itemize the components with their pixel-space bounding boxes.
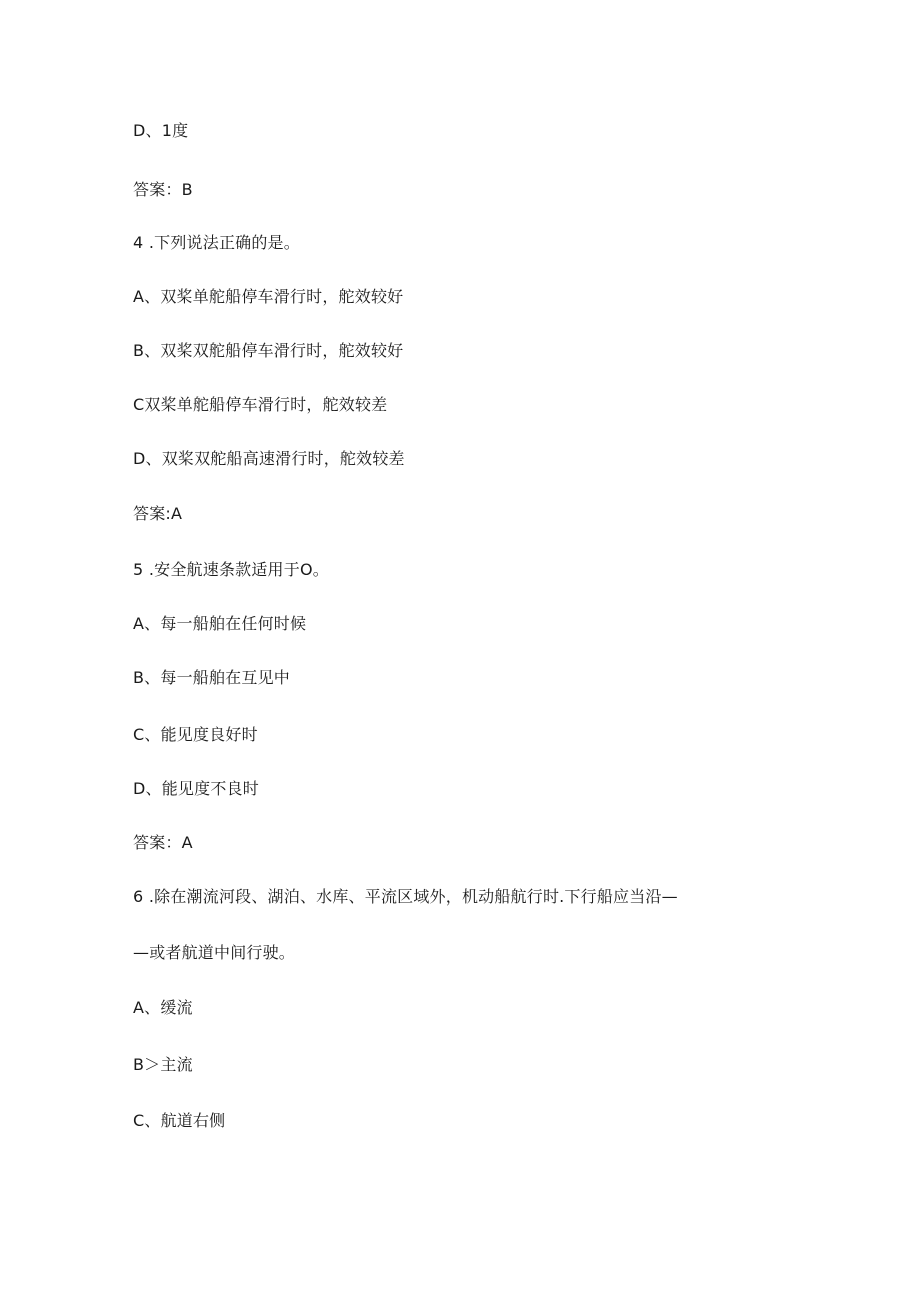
q4-option-a: A、双桨单舵船停车滑行时，舵效较好 bbox=[133, 287, 404, 306]
q6-option-b: B＞主流 bbox=[133, 1055, 193, 1074]
q5-option-d: D、能见度不良时 bbox=[133, 779, 259, 798]
q4-question: 4 .下列说法正确的是。 bbox=[133, 233, 300, 252]
q5-answer: 答案：A bbox=[133, 833, 193, 852]
q4-answer: 答案:A bbox=[133, 504, 183, 523]
q6-question-line1: 6 .除在潮流河段、湖泊、水库、平流区域外，机动船航行时.下行船应当沿— bbox=[133, 887, 678, 906]
q5-option-b: B、每一船舶在互见中 bbox=[133, 668, 290, 687]
q6-option-c: C、航道右侧 bbox=[133, 1111, 226, 1130]
q3-option-d: D、1度 bbox=[133, 121, 189, 140]
q4-option-d: D、双桨双舵船高速滑行时，舵效较差 bbox=[133, 449, 405, 468]
q3-answer: 答案：B bbox=[133, 180, 193, 199]
q4-option-b: B、双桨双舵船停车滑行时，舵效较好 bbox=[133, 341, 404, 360]
q6-question-line2: —或者航道中间行驶。 bbox=[133, 943, 296, 962]
q6-option-a: A、缓流 bbox=[133, 998, 193, 1017]
q5-option-a: A、每一船舶在任何时候 bbox=[133, 614, 307, 633]
q5-option-c: C、能见度良好时 bbox=[133, 725, 258, 744]
q4-option-c: C双桨单舵船停车滑行时，舵效较差 bbox=[133, 395, 388, 414]
q5-question: 5 .安全航速条款适用于O。 bbox=[133, 560, 329, 579]
